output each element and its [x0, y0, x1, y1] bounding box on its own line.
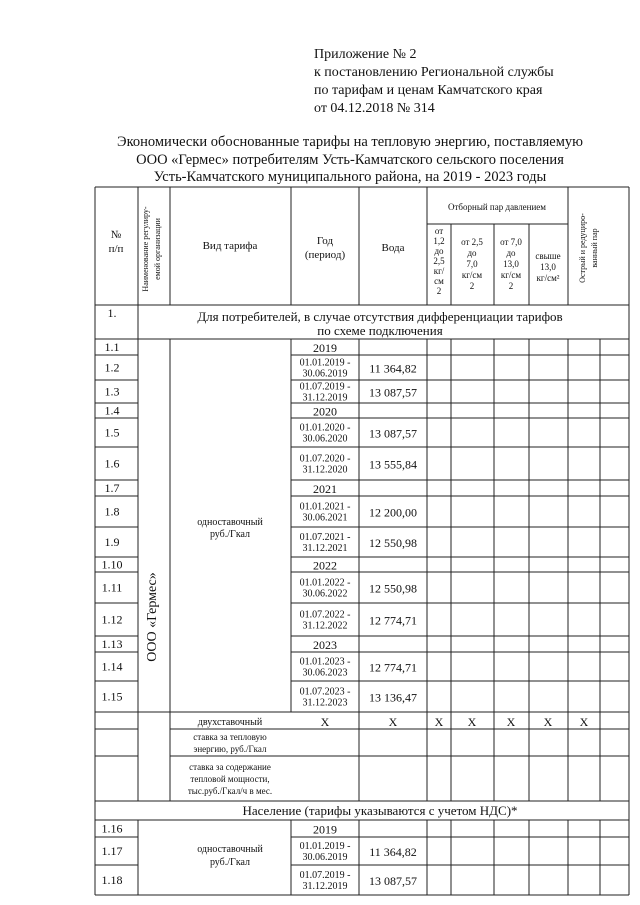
period-end: 30.06.2020: [302, 433, 348, 445]
row-number: 1.3: [104, 384, 120, 399]
period-start: 01.07.2019 -: [299, 870, 351, 881]
header-organization-sub: емой организации: [153, 218, 162, 280]
header-steam-range-2: от 2,5: [461, 237, 483, 247]
header-steam-range-4: 13,0: [540, 262, 556, 272]
row-number: 1.1: [104, 340, 120, 354]
water-tariff-value: 12 774,71: [369, 613, 417, 628]
appendix-line-1: Приложение № 2: [314, 47, 417, 62]
not-applicable-mark: X: [579, 715, 589, 729]
period-end: 30.06.2021: [302, 512, 348, 524]
title-line-1: Экономически обоснованные тарифы на тепловую энергию, поставляемую: [117, 134, 583, 150]
period-start: 01.01.2019 -: [299, 357, 351, 369]
population-section-title: Население (тарифы указываются с учетом НДС)*: [242, 803, 518, 818]
population-tariff-one-part: одноставочный: [197, 844, 263, 855]
period-start: 01.07.2020 -: [299, 453, 351, 465]
section-number: 1.: [107, 306, 117, 320]
tariff-one-part-unit: руб./Гкал: [209, 529, 251, 540]
row-number: 1.17: [101, 844, 123, 858]
header-period: (период): [304, 249, 346, 261]
not-applicable-mark: X: [434, 715, 444, 729]
period-start: 01.07.2022 -: [299, 609, 351, 621]
period-end: 31.12.2019: [302, 392, 348, 404]
period-start: 01.01.2019 -: [299, 841, 351, 852]
row-number: 1.5: [104, 425, 120, 440]
year-label: 2021: [313, 482, 337, 496]
header-steam-range-1: 1,2: [433, 236, 445, 246]
header-sharp-steam-sub: ванный пар: [590, 228, 599, 268]
header-steam-range-1: см: [434, 276, 444, 286]
header-steam-range-3: 13,0: [503, 259, 519, 269]
title-line-2: ООО «Гермес» потребителям Усть-Камчатского сельского поселения: [136, 151, 564, 168]
header-steam-range-4: свыше: [535, 251, 561, 261]
period-end: 30.06.2019: [302, 852, 348, 863]
period-end: 31.12.2020: [302, 464, 348, 476]
year-label: 2023: [313, 638, 337, 652]
header-steam-range-3: кг/см: [500, 270, 522, 280]
appendix-line-4: от 04.12.2018 № 314: [314, 101, 435, 116]
title-line-3: Усть-Камчатского муниципального района, на 2019 - 2023 годы: [153, 169, 547, 185]
water-tariff-value: 12 774,71: [369, 660, 417, 675]
water-tariff-value: 13 555,84: [369, 457, 417, 472]
period-end: 30.06.2019: [302, 368, 348, 380]
water-tariff-value: 11 364,82: [369, 845, 417, 859]
water-tariff-value: 13 087,57: [369, 385, 417, 400]
row-number: 1.10: [101, 557, 123, 572]
not-applicable-mark: X: [543, 715, 553, 729]
header-organization: Наименование регулиру-: [141, 206, 150, 292]
header-steam-range-1: 2,5: [433, 256, 445, 266]
period-end: 30.06.2022: [302, 588, 348, 600]
period-end: 31.12.2021: [302, 543, 348, 554]
water-tariff-value: 13 087,57: [369, 426, 417, 441]
row-number: 1.13: [101, 637, 123, 651]
row-number: 1.4: [104, 403, 120, 418]
period-start: 01.01.2023 -: [299, 656, 351, 668]
period-start: 01.01.2021 -: [299, 501, 351, 513]
row-number: 1.7: [104, 481, 120, 495]
tariff-two-part: двухставочный: [197, 717, 263, 728]
period-end: 31.12.2022: [302, 620, 348, 632]
header-steam-range-2: 2: [469, 281, 475, 291]
water-tariff-value: 12 200,00: [369, 505, 417, 520]
water-tariff-value: 11 364,82: [369, 361, 417, 376]
year-label: 2020: [313, 404, 337, 419]
tariff-one-part: одноставочный: [197, 517, 263, 528]
period-end: 31.12.2019: [302, 881, 348, 892]
not-applicable-mark: X: [320, 715, 330, 729]
header-steam-range-3: от 7,0: [500, 237, 522, 247]
not-applicable-mark: X: [467, 715, 477, 729]
header-number: №: [110, 229, 122, 241]
water-tariff-value: 13 087,57: [369, 874, 417, 888]
header-steam-range-4: кг/см²: [536, 273, 560, 283]
header-steam-range-2: 7,0: [466, 259, 478, 269]
header-steam-range-3: до: [506, 248, 516, 258]
header-steam-range-1: кг/: [433, 266, 445, 276]
period-start: 01.01.2020 -: [299, 422, 351, 434]
row-number: 1.9: [104, 535, 120, 549]
header-steam-range-1: до: [434, 246, 444, 256]
header-steam-range-3: 2: [508, 281, 514, 291]
period-end: 30.06.2023: [302, 667, 348, 679]
appendix-line-2: к постановлению Региональной службы: [314, 65, 554, 80]
period-start: 01.07.2019 -: [299, 381, 351, 393]
header-sharp-steam: Острый и редуциро-: [578, 213, 587, 283]
section-title: Для потребителей, в случае отсутствия дифференциации тарифов: [197, 309, 563, 324]
row-number: 1.11: [101, 580, 123, 595]
row-number: 1.16: [101, 821, 123, 836]
row-number: 1.8: [104, 504, 120, 519]
population-tariff-unit: руб./Гкал: [209, 857, 251, 868]
row-number: 1.14: [101, 659, 123, 674]
period-end: 31.12.2023: [302, 697, 348, 709]
heat-energy-rate: ставка за тепловую: [193, 732, 267, 742]
capacity-rate: ставка за содержание: [189, 762, 271, 772]
year-label: 2022: [313, 558, 337, 573]
row-number: 1.6: [104, 456, 120, 471]
not-applicable-mark: X: [388, 715, 398, 729]
header-water: Вода: [381, 242, 405, 254]
header-steam-range-2: кг/см: [461, 270, 483, 280]
water-tariff-value: 13 136,47: [369, 690, 417, 705]
not-applicable-mark: X: [506, 715, 516, 729]
row-number: 1.12: [101, 612, 123, 627]
appendix-line-3: по тарифам и ценам Камчатского края: [314, 83, 543, 98]
section-title-sub: по схеме подключения: [317, 323, 443, 338]
water-tariff-value: 12 550,98: [369, 536, 417, 550]
row-number: 1.2: [104, 360, 120, 375]
heat-energy-rate-unit: энергию, руб./Гкал: [193, 744, 267, 754]
period-start: 01.07.2021 -: [299, 532, 351, 543]
period-start: 01.07.2023 -: [299, 686, 351, 698]
header-steam-range-1: от: [434, 226, 444, 236]
year-label: 2019: [313, 822, 337, 837]
row-number: 1.15: [101, 689, 123, 704]
header-year: Год: [316, 235, 334, 247]
year-label: 2019: [313, 341, 337, 355]
header-steam-range-2: до: [467, 248, 477, 258]
table-grid: [95, 187, 629, 895]
capacity-rate-sub: тепловой мощности,: [190, 774, 270, 784]
capacity-rate-unit: тыс.руб./Гкал/ч в мес.: [187, 786, 273, 796]
period-start: 01.01.2022 -: [299, 577, 351, 589]
header-steam: Отборный пар давлением: [447, 202, 547, 212]
header-number-sub: п/п: [108, 243, 124, 255]
row-number: 1.18: [101, 873, 123, 887]
water-tariff-value: 12 550,98: [369, 581, 417, 596]
organization-name: ООО «Гермес»: [145, 572, 160, 662]
header-tariff-type: Вид тарифа: [202, 240, 258, 252]
header-steam-range-1: 2: [436, 286, 442, 296]
